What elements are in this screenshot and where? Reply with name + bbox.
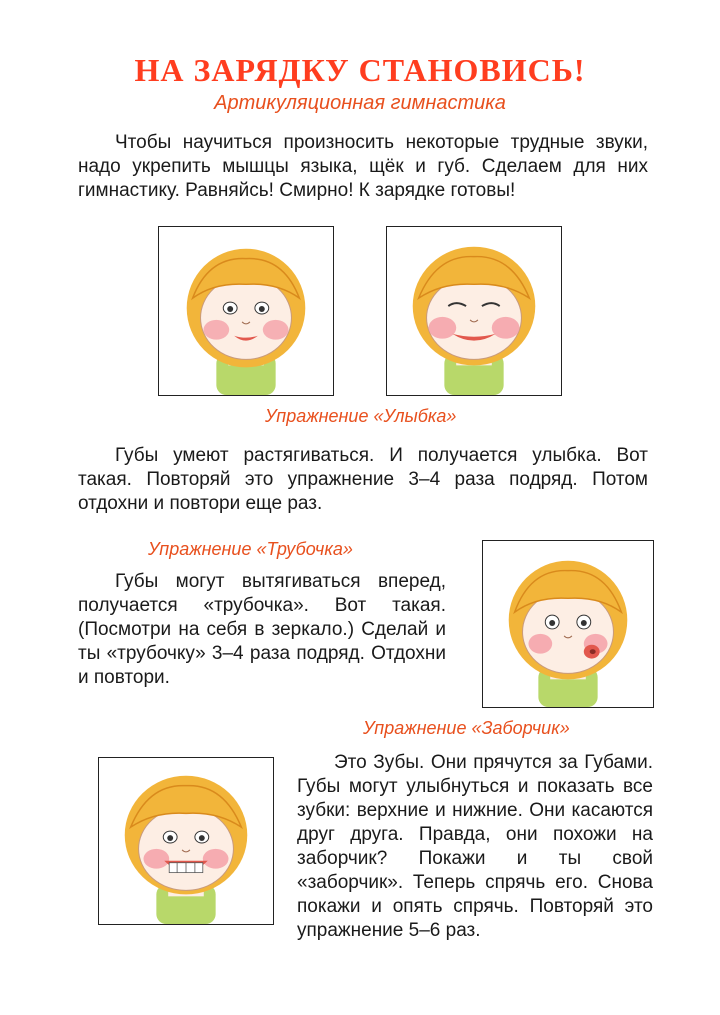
face-illustration-fence [98, 757, 274, 925]
exercise-text-fence: Это Зубы. Они прячутся за Губами. Губы могут улыбнуться и показать все зубки: верхние и нижние. Они касаются друг друга. Правда, они похожи на заборчик? Покажи и ты свой «заборчик». Теперь спрячь его. Снова покажи и опять спрячь. Повторяй это упражнение 5–6 раз. [297, 752, 653, 941]
face-illustration-smile [386, 226, 562, 396]
exercise-title-fence: Упражнение «Заборчик» [363, 718, 570, 738]
intro-paragraph: Чтобы научиться произносить некоторые трудные звуки, надо укрепить мышцы языка, щёк и губ. Сделаем для них гимнастику. Равняйсь! Смирно! К зарядке готовы! [78, 132, 648, 201]
exercise-title-tube: Упражнение «Трубочка» [148, 539, 353, 559]
face-neutral-drawing [159, 227, 333, 395]
exercise-title-smile: Упражнение «Улыбка» [265, 406, 457, 426]
exercise-text-smile: Губы умеют растягиваться. И получается улыбка. Вот такая. Повторяй это упражнение 3–4 раза подряд. Потом отдохни и повтори еще раз. [78, 445, 648, 514]
face-illustration-tube [482, 540, 654, 708]
page-title: НА ЗАРЯДКУ СТАНОВИСЬ! [134, 52, 586, 88]
page-subtitle: Артикуляционная гимнастика [214, 92, 506, 114]
face-tube-drawing [483, 541, 653, 707]
exercise-text-tube: Губы могут вытягиваться вперед, получается «трубочка». Вот такая. (Посмотри на себя в зеркало.) Сделай и ты «трубочку» 3–4 раза подряд. Отдохни и повтори. [78, 571, 446, 688]
face-illustration-neutral [158, 226, 334, 396]
face-smile-drawing [387, 227, 561, 395]
face-fence-drawing [99, 758, 273, 924]
